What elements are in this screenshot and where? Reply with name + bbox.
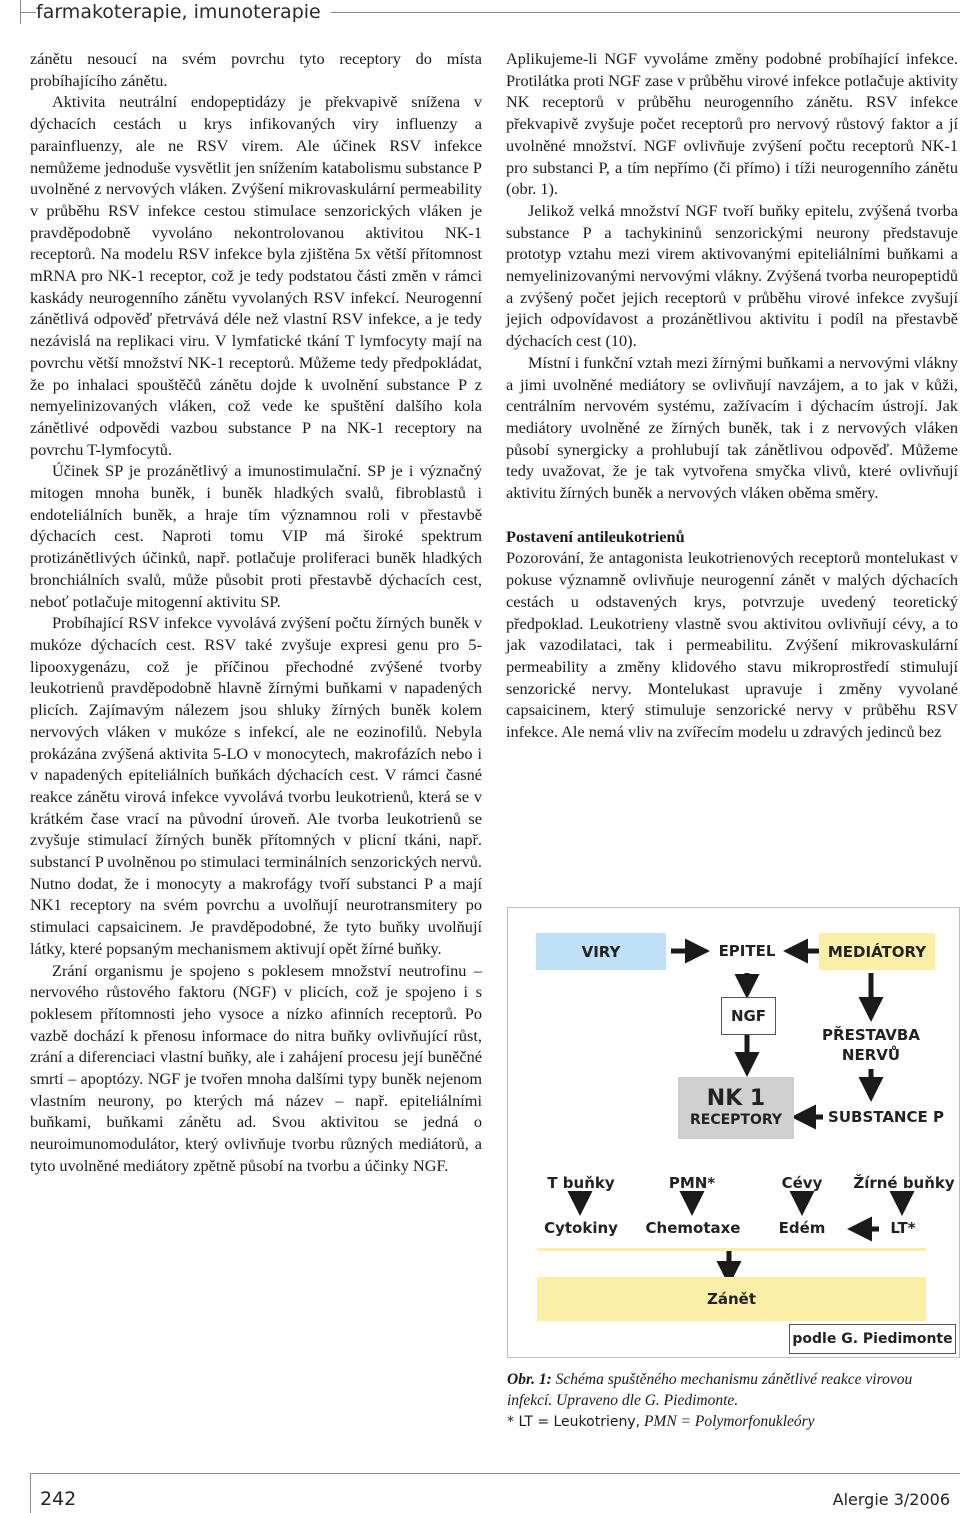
substance-p-label: SUBSTANCE P	[828, 1108, 944, 1126]
right-column	[506, 48, 958, 743]
nk1-line1: NK 1	[706, 1086, 766, 1111]
section-title: farmakoterapie, imunoterapie	[36, 1, 331, 23]
subsection-heading: Postavení antileukotrienů	[506, 526, 685, 546]
paragraph: Pozorování, že antagonista leukotrienových receptorů montelukast v pokuse významně ovlivňuje neurogenní zánět v malých dýchacích cestách u odstavených krys, potvrzuje uvedený teoretický předpoklad. Leukotrieny vlastně svou aktivitou ovlivňují cévy, a to jak vazodilataci, tak i permeabilitu. Zvýšení mikrovaskulární permeability a změny klidového stavu mikroprostředí stimulují senzorické nervy. Montelukast upravuje i změny vyvolané capsaicinem, který stimuluje senzorické nervy v průběhu RSV infekce. Ale nemá vliv na zvířecím modelu u zdravých jedinců bez	[506, 548, 958, 742]
left-column	[30, 48, 482, 1177]
page-number: 242	[40, 1488, 77, 1510]
paragraph: Aktivita neutrální endopeptidázy je překvapivě snížena v dýchacích cestách u krys infikovaných viry influenzy a parainfluenzy, ale ne RSV virem. Ale účinek RSV infekce nemůžeme jednoduše vysvětlit jen snížením katabolismu substance P uvolněné z nervových vláken. Zvýšení mikrovaskulární permeability v průběhu RSV infekce cestou stimulace senzorických vláken je pravděpodobně vyvoláno nekontrolovanou aktivitou NK-1 receptorů. Na modelu RSV infekce byla zjištěna 5x větší přítomnost mRNA pro NK-1 receptor, což je tedy podstatou části změn v rámci kaskády neurogenního zánětu vyvolaných RSV infekcí. Neurogenní zánětlivá odpověď přetrvává déle než vlastní RSV infekce, a je tedy nezávislá na replikaci viru. V lymfatické tkání T lymfocyty mají na povrchu větší množství NK-1 receptorů. Můžeme tedy předpokládat, že po inhalaci spouštěčů zánětu dojde k uvolnění substance P z nemyelinizovaných vláken, což vede ke spuštění dalšího kola zánětlivé odpovědi vazbou substance P na NK-1 receptory na povrchu T-lymfocytů.	[30, 92, 482, 459]
paragraph: Probíhající RSV infekce vyvolává zvýšení počtu žírných buněk v mukóze dýchacích cest. RSV také zvyšuje expresi genu pro 5-lipooxygenázu, což je příčinou přechodné zvýšené tvorby leukotrienů pravděpodobně hlavně žírnými buňkami v napadených plicích. Zajímavým nálezem jsou shluky žírných buněk kolem nervových vláken v mukóze s infekcí, ale ne eozinofilů. Nebyla prokázána zvýšená aktivita 5-LO v monocytech, makrofázích nebo i v napadených epiteliálních buňkách dýchacích cest. V rámci časné reakce zánětu virová infekce vyvolává tvorbu leukotrienů, která se v krátkém čase vrací na původní úroveň. Ale tvorba leukotrienů se zvyšuje stimulací žírných buněk přítomných v plicní tkáni, např. substancí P uvolněnou po stimulaci terminálních senzorických nervů. Nutno dodat, že i monocyty a makrofágy tvoří substanci P a mají NK1 receptory na svém povrchu a uvolňují neurotransmitery po stimulaci capsaicinem. Je pravděpodobné, že tyto buňky uvolňují látky, které popsaným mechanismem aktivují opět žírné buňky.	[30, 613, 482, 958]
paragraph: Jelikož velká množství NGF tvoří buňky epitelu, zvýšená tvorba substance P a tachykininů senzorickými neurony představuje prototyp vztahu mezi virem aktivovanými epiteliálními buňkami a nemyelinizovanými nervovými vlákny. Zvýšená tvorba neuropeptidů a zvýšený počet jejich receptorů v průběhu virové infekce zvyšují jejich odpovídavost a prozánětlivou aktivitu i podíl na přestavbě dýchacích cest (10).	[506, 200, 958, 351]
section-header	[20, 0, 960, 26]
t-bunky-label: T buňky	[547, 1174, 615, 1192]
cytokiny-label: Cytokiny	[544, 1219, 618, 1237]
paragraph: Aplikujeme-li NGF vyvoláme změny podobné probíhající infekce. Protilátka proti NGF zase v průběhu virové infekce potlačuje aktivity NK receptorů v průběhu neurogenního zánětu. RSV infekce překvapivě zvyšuje počet receptorů pro nervový růstový faktor a jí uvolněné množství. NGF ovlivňuje zvýšení počtu receptorů NK-1 pro substanci P, a tím nepřímo (či přímo) i tíži neurogenního zánětu (obr. 1).	[506, 49, 958, 199]
edem-label: Edém	[778, 1219, 826, 1237]
paragraph: Zrání organismu je spojeno s poklesem množství neutrofinu – nervového růstového faktoru (NGF) v plicích, což je spojeno i s poklesem přítomnosti jeho vysoce a nízko afinních receptorů. Po vazbě dochází k přenosu informace do nitra buňky ovlivňující růst, zrání a diferenciaci vlastní buňky, ale i zahájení procesu její buněčné smrti – apoptózy. NGF je tvořen mnoha dalšími typy buněk nejenom vlastním neurony, po kterých má název – např. epiteliálními buňkami, buňkami zánětu ad. Svou aktivitou se jedná o neuroimunomodulátor, který ovlivňuje tvorbu různých mediátorů, a tyto uvolněné mediátory zpětně působí na tvorbu a účinky NGF.	[30, 960, 482, 1175]
nk1-receptory-box	[678, 1077, 794, 1139]
paragraph: Místní i funkční vztah mezi žírnými buňkami a nervovými vlákny a jimi uvolněné mediátory se ovlivňují navzájem, a to jak v kůži, centrálním nervovém systému, zažívacím i dýchacím ústrojí. Jak mediátory uvolněné ze žírných buněk, tak i z nervových vláken působí synergicky a prohlubují tak zánětlivou odpověď. Můžeme tedy uvažovat, že je tak vytvořena smyčka vlivů, které ovlivňují aktivitu žírných buněk a nervových vláken oběma směry.	[506, 352, 959, 503]
footer-vertical-rule	[30, 1473, 31, 1513]
mediatory-box: MEDIÁTORY	[819, 933, 935, 970]
mechanism-diagram	[507, 907, 959, 1357]
caption-note	[507, 1411, 957, 1433]
chemotaxe-label: Chemotaxe	[645, 1219, 741, 1237]
prestavba-label	[813, 1025, 929, 1065]
note-pmn: PMN = Polymorfonukleóry	[643, 1413, 815, 1430]
pmn-label: PMN*	[668, 1174, 716, 1192]
zanet-box: Zánět	[537, 1277, 926, 1321]
paragraph: zánětu nesoucí na svém povrchu tyto receptory do místa probíhajícího zánětu.	[30, 49, 482, 90]
source-box: podle G. Piedimonte	[789, 1324, 956, 1354]
epitel-label: EPITEL	[718, 942, 776, 960]
viry-box: VIRY	[536, 933, 666, 970]
figure-caption	[507, 1369, 957, 1433]
caption-text: Schéma spuštěného mechanismu zánětlivé reakce virovou infekcí. Upraveno dle G. Piedimonte.	[507, 1371, 913, 1409]
caption-label: Obr. 1:	[507, 1371, 552, 1388]
prestavba-line1: PŘESTAVBA	[822, 1026, 920, 1044]
cevy-label: Cévy	[781, 1174, 823, 1192]
bracket-bar	[537, 1248, 926, 1251]
note-lt: * LT = Leukotrieny,	[507, 1414, 641, 1430]
nk1-line2: RECEPTORY	[689, 1112, 783, 1128]
zirne-bunky-label: Žírné buňky	[853, 1174, 955, 1192]
prestavba-line2: NERVŮ	[841, 1046, 901, 1064]
lt-label: LT*	[890, 1219, 916, 1237]
footer-rule	[30, 1473, 960, 1474]
ngf-box: NGF	[721, 997, 776, 1035]
journal-issue: Alergie 3/2006	[832, 1490, 950, 1509]
paragraph: Účinek SP je prozánětlivý a imunostimulační. SP je i význačný mitogen mnoha buněk, i buněk hladkých svalů, fibroblastů i endoteliálních buněk, a hraje tím významnou roli v přestavbě dýchacích cest. Naproti tomu VIP má široké spektrum protizánětlivých účinků, např. potlačuje proliferaci buněk hladkých bronchiálních svalů, může působit proti přestavbě dýchacích cest, neboť potlačuje mitogenní aktivitu SP.	[30, 461, 482, 611]
